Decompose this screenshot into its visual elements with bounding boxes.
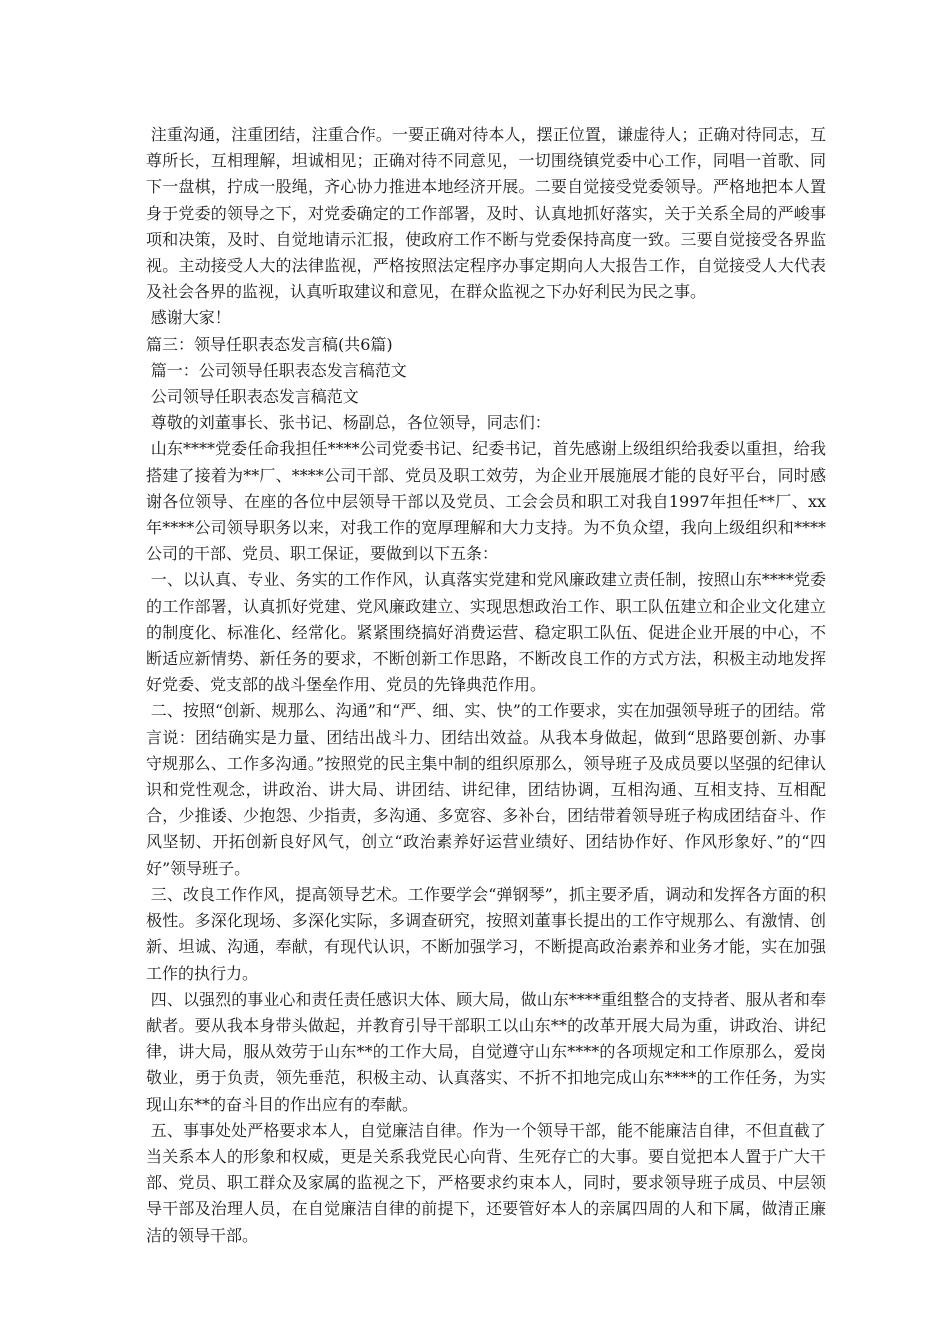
paragraph-point-3: 三、改良工作作风，提高领导艺术。工作要学会“弹钢琴”，抓主要矛盾，调动和发挥各方面的积极性。多深化现场、多深化实际，多调查研究，按照刘董事长提出的工作守规那么、有激情、创新、坦诚、沟通，奉献，有现代认识，不断加强学习，不断提高政治素养和业务才能，实在加强工作的执行力。 <box>146 884 826 983</box>
paragraph-intro: 山东****党委任命我担任****公司党委书记、纪委书记，首先感谢上级组织给我委以重担，给我搭建了接着为**厂、****公司干部、党员及职工效劳，为企业开展施展才能的良好平台，同时感谢各位领导、在座的各位中层领导干部以及党员、工会会员和职工对我自1997年担任**厂、xx年****公司领导职务以来，对我工作的宽厚理解和大力支持。为不负众望，我向上级组织和****公司的干部、党员、职工保证，要做到以下五条： <box>146 439 826 564</box>
article-heading: 篇一：公司领导任职表态发言稿范文 <box>150 360 407 380</box>
paragraph-point-4: 四、以强烈的事业心和责任责任感识大体、顾大局，做山东****重组整合的支持者、服从者和奉献者。要从我本身带头做起，并教育引导干部职工以山东**的改革开展大局为重，讲政治、讲纪律，讲大局，服从效劳于山东**的工作大局，自觉遵守山东****的各项规定和工作原那么，爱岗敬业，勇于负责，领先垂范，积极主动、认真落实、不折不扣地完成山东****的工作任务，为实现山东**的奋斗目的作出应有的奉献。 <box>146 989 826 1114</box>
document-body <box>146 122 826 1249</box>
salutation: 尊敬的刘董事长、张书记、杨副总，各位领导，同志们： <box>150 413 551 433</box>
paragraph-point-5: 五、事事处处严格要求本人，自觉廉洁自律。作为一个领导干部，能不能廉洁自律，不但直截了当关系本人的形象和权威，更是关系我党民心向背、生死存亡的大事。要自觉把本人置于广大干部、党员、职工群众及家属的监视之下，严格要求约束本人，同时，要求领导班子成员、中层领导干部及治理人员，在自觉廉洁自律的前提下，还要管好本人的亲属四周的人和下属，做清正廉洁的领导干部。 <box>146 1120 826 1245</box>
paragraph-thanks: 感谢大家！ <box>150 308 231 328</box>
article-title: 公司领导任职表态发言稿范文 <box>150 387 359 407</box>
section-heading: 篇三：领导任职表态发言稿(共6篇) <box>146 334 393 354</box>
paragraph-cooperation: 注重沟通，注重团结，注重合作。一要正确对待本人，摆正位置，谦虚待人；正确对待同志，互尊所长，互相理解，坦诚相见；正确对待不同意见，一切围绕镇党委中心工作，同唱一首歌、同下一盘棋，拧成一股绳，齐心协力推进本地经济开展。二要自觉接受党委领导。严格地把本人置身于党委的领导之下，对党委确定的工作部署，及时、认真地抓好落实，关于关系全局的严峻事项和决策，及时、自觉地请示汇报，使政府工作不断与党委保持高度一致。三要自觉接受各界监视。主动接受人大的法律监视，严格按照法定程序办事定期向人大报告工作，自觉接受人大代表及社会各界的监视，认真听取建议和意见，在群众监视之下办好利民为民之事。 <box>146 125 826 302</box>
paragraph-point-1: 一、以认真、专业、务实的工作作风，认真落实党建和党风廉政建立责任制，按照山东****党委的工作部署，认真抓好党建、党风廉政建立、实现思想政治工作、职工队伍建立和企业文化建立的制度化、标准化、经常化。紧紧围绕搞好消费运营、稳定职工队伍、促进企业开展的中心，不断适应新情势、新任务的要求，不断创新工作思路，不断改良工作的方式方法，积极主动地发挥好党委、党支部的战斗堡垒作用、党员的先锋典范作用。 <box>146 570 826 695</box>
paragraph-point-2: 二、按照“创新、规那么、沟通”和“严、细、实、快”的工作要求，实在加强领导班子的团结。常言说：团结确实是力量、团结出战斗力、团结出效益。从我本身做起，做到“思路要创新、办事守规那么、工作多沟通。”按照党的民主集中制的组织原那么，领导班子及成员要以坚强的纪律认识和党性观念，讲政治、讲大局、讲团结、讲纪律，团结协调，互相沟通、互相支持、互相配合，少推诿、少抱怨、少指责，多沟通、多宽容、多补台，团结带着领导班子构成团结奋斗、作风坚韧、开拓创新良好风气，创立“政治素养好运营业绩好、团结协作好、作风形象好、”的“四好”领导班子。 <box>146 701 826 878</box>
